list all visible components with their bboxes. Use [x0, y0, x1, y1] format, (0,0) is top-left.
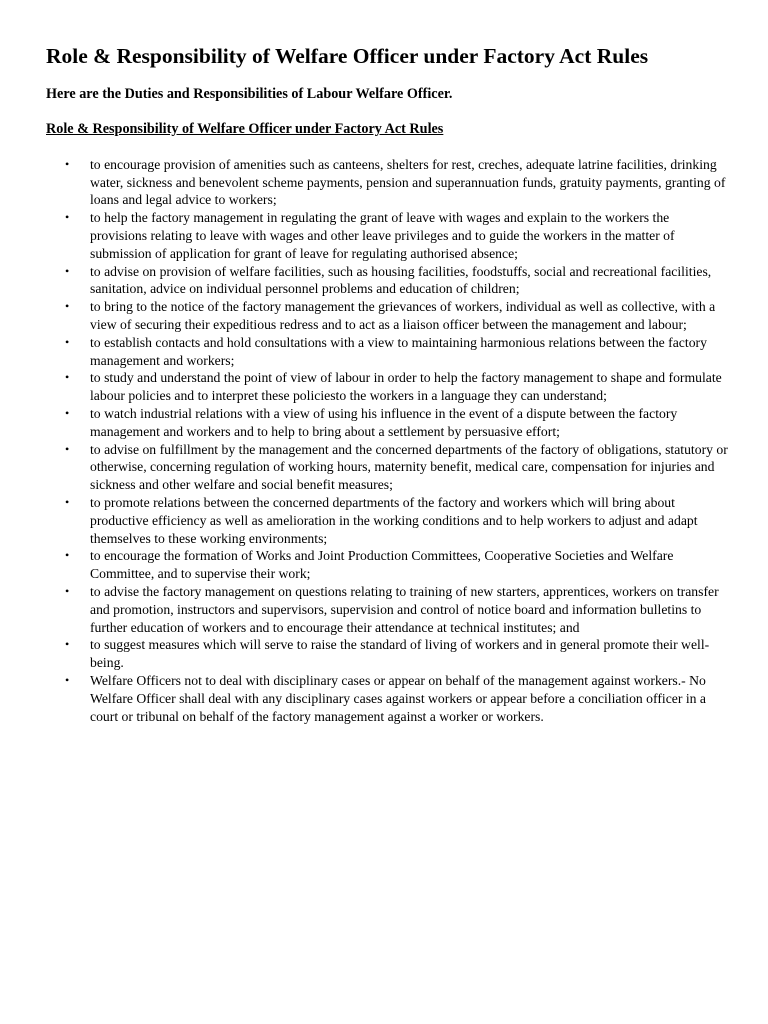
bullet-icon: •	[65, 263, 70, 278]
bullet-icon: •	[65, 406, 70, 421]
bullet-icon: •	[65, 441, 70, 456]
list-item	[46, 298, 728, 334]
bullet-icon: •	[65, 495, 70, 509]
bullet-icon: •	[65, 583, 70, 598]
duty-text: to watch industrial relations with a view of using his influence in the event of a dispute between the factory management and workers and to help to bring about a settlement by persuasive effort;	[90, 406, 678, 439]
page-title: Role & Responsibility of Welfare Officer under Factory Act Rules	[46, 44, 649, 68]
list-item	[46, 672, 728, 725]
duty-text: to encourage the formation of Works and Joint Production Committees, Cooperative Societies and Welfare Committee, and to supervise their work;	[90, 548, 674, 582]
list-item	[46, 547, 728, 583]
intro-text: Here are the Duties and Responsibilities of Labour Welfare Officer.	[46, 85, 453, 102]
list-item	[46, 263, 728, 299]
bullet-icon: •	[65, 637, 70, 652]
duty-text: to study and understand the point of view of labour in order to help the factory management to shape and formulate labour policies and to interpret these policiesto the workers in a language they can understand;	[90, 370, 722, 404]
duty-text: to help the factory management in regulating the grant of leave with wages and explain to the workers the provisions relating to leave with wages and other leave privileges and to guide the workers in the matter of submission of application for grant of leave for regulating authorised absence;	[90, 210, 675, 261]
duty-text: to encourage provision of amenities such as canteens, shelters for rest, creches, adequate latrine facilities, drinking water, sickness and benevolent scheme payments, pension and superannuation funds, gratuity payments, granting of loans and legal advice to workers;	[90, 156, 726, 208]
section-heading: Role & Responsibility of Welfare Officer under Factory Act Rules	[46, 120, 444, 137]
list-item	[46, 156, 728, 209]
duty-text: to advise on provision of welfare facilities, such as housing facilities, foodstuffs, social and recreational facilities, sanitation, advice on individual personnel problems and education of children;	[90, 263, 712, 297]
list-item	[46, 209, 728, 262]
duty-text: Welfare Officers not to deal with disciplinary cases or appear on behalf of the management against workers.- No Welfare Officer shall deal with any disciplinary cases against workers or appear before a conciliation officer in a court or tribunal on behalf of the factory management against a worker or workers.	[90, 672, 706, 724]
duty-text: to establish contacts and hold consultations with a view to maintaining harmonious relations between the factory management and workers;	[90, 334, 707, 368]
duty-text: to bring to the notice of the factory management the grievances of workers, individual as well as collective, with a view of securing their expeditious redress and to act as a liaison officer between the management and labour;	[90, 299, 716, 333]
bullet-icon: •	[65, 210, 70, 225]
duties-list	[46, 156, 728, 726]
duty-text: to suggest measures which will serve to raise the standard of living of workers and in general promote their well- being.	[90, 637, 710, 671]
duty-text: to advise the factory management on questions relating to training of new starters, apprentices, workers on transfer and promotion, instructors and supervisors, supervision and control of notice board and information bulletins to further education of workers and to encourage their attendance at technical institutes; and	[90, 583, 719, 635]
list-item	[46, 636, 728, 672]
duty-text: to promote relations between the concerned departments of the factory and workers which will bring about productive efficiency as well as amelioration in the working conditions and to help workers to adjust and adapt themselves to these working environments;	[90, 495, 698, 546]
list-item	[46, 583, 728, 636]
list-item	[46, 494, 728, 547]
bullet-icon: •	[65, 370, 70, 385]
bullet-icon: •	[65, 548, 70, 563]
bullet-icon: •	[65, 672, 70, 687]
list-item	[46, 405, 728, 441]
bullet-icon: •	[65, 334, 70, 349]
bullet-icon: •	[65, 299, 70, 314]
list-item	[46, 334, 728, 370]
list-item	[46, 369, 728, 405]
bullet-icon: •	[65, 156, 70, 171]
list-item	[46, 441, 728, 494]
duty-text: to advise on fulfillment by the management and the concerned departments of the factory of obligations, statutory or otherwise, concerning regulation of working hours, maternity benefit, medical care, compensation for injuries and sickness and other welfare and social benefit measures;	[90, 441, 728, 493]
